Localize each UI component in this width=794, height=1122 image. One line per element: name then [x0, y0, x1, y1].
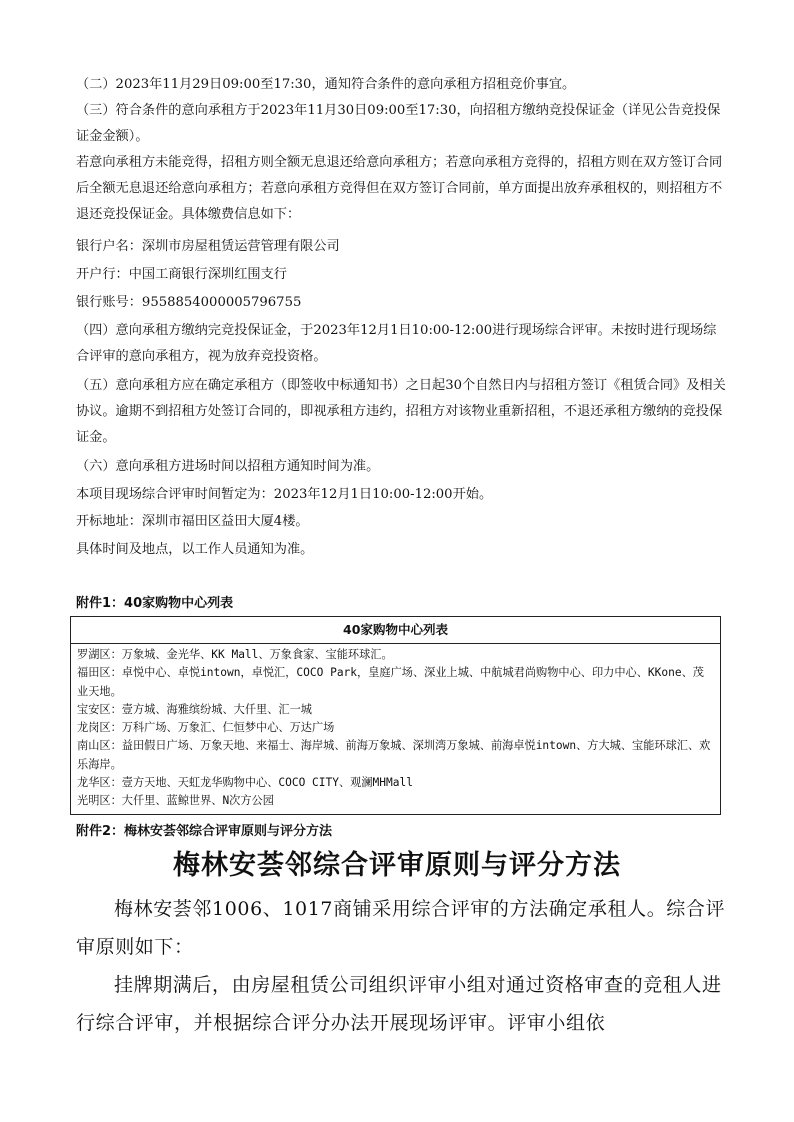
table-header: 40家购物中心列表 [71, 617, 720, 644]
table-row-baoan: 宝安区：壹方城、海雅缤纷城、大仟里、汇一城 [77, 702, 312, 716]
table-row-nanshan: 南山区：益田假日广场、万象天地、来福士、海岸城、前海万象城、深圳湾万象城、前海卓悦intown、方大城、宝能环球汇、欢乐海岸。 [77, 739, 711, 771]
paragraph-notification: 具体时间及地点，以工作人员通知为准。 [76, 542, 314, 557]
shopping-center-table [70, 616, 721, 815]
attachment2-title: 附件2：梅林安荟邻综合评审原则与评分方法 [76, 824, 333, 839]
paragraph-bid-address: 开标地址：深圳市福田区益田大厦4楼。 [76, 514, 309, 529]
bank-branch: 开户行：中国工商银行深圳红围支行 [76, 267, 287, 282]
paragraph-sign-contract: （五）意向承租方应在确定承租方（即签收中标通知书）之日起30个自然日内与招租方签订《租赁合同》及相关协议。逾期不到招租方处签订合同的，即视承租方违约，招租方对该物业重新招租，不退还承租方缴纳的竞投保证金。 [76, 378, 726, 445]
paragraph-notice-bidding: （二）2023年11月29日09:00至17:30，通知符合条件的意向承租方招租竞价事宜。 [76, 77, 576, 92]
paragraph-deposit-refund: 若意向承租方未能竞得，招租方则全额无息退还给意向承租方；若意向承租方竞得的，招租方则在双方签订合同后全额无息退还给意向承租方；若意向承租方竞得但在双方签订合同前，单方面提出放弃承租权的，则招租方不退还竞投保证金。具体缴费信息如下： [76, 155, 723, 222]
table-row-guangming: 光明区：大仟里、蓝鲸世界、N次方公园 [77, 794, 274, 808]
bank-account-name: 银行户名：深圳市房屋租赁运营管理有限公司 [76, 239, 340, 254]
paragraph-review-time: 本项目现场综合评审时间暂定为：2023年12月1日10:00-12:00开始。 [76, 487, 493, 502]
section-heading: 梅林安荟邻综合评审原则与评分方法 [173, 850, 621, 881]
table-body [71, 644, 720, 811]
bank-account-number: 银行账号：9558854000005796755 [76, 295, 302, 310]
table-row-futian: 福田区：卓悦中心、卓悦intown，卓悦汇，COCO Park，皇庭广场、深业上城、中航城君尚购物中心、印力中心、KKone、茂业天地。 [77, 666, 704, 698]
table-row-luohu: 罗湖区：万象城、金光华、KK Mall、万象食家、宝能环球汇。 [77, 648, 393, 661]
paragraph-deposit-payment: （三）符合条件的意向承租方于2023年11月30日09:00至17:30，向招租方缴纳竞投保证金（详见公告竞投保证金金额）。 [76, 103, 721, 144]
table-row-longhua: 龙华区：壹方天地、天虹龙华购物中心、COCO CITY、观澜MHMall [77, 776, 413, 790]
attachment1-title: 附件1：40家购物中心列表 [76, 596, 234, 611]
paragraph-entry-time: （六）意向承租方进场时间以招租方通知时间为准。 [76, 459, 380, 474]
table-row-longgang: 龙岗区：万科广场、万象汇、仁恒梦中心、万达广场 [77, 721, 335, 735]
paragraph-review-process: 挂牌期满后，由房屋租赁公司组织评审小组对通过资格审查的竞租人进行综合评审，并根据综合评分办法开展现场评审。评审小组依 [76, 974, 722, 1034]
paragraph-onsite-review: （四）意向承租方缴纳完竞投保证金，于2023年12月1日10:00-12:00进行现场综合评审。未按时进行现场综合评审的意向承租方，视为放弃竞投资格。 [76, 323, 717, 364]
paragraph-review-method: 梅林安荟邻1006、1017商铺采用综合评审的方法确定承租人。综合评审原则如下： [76, 898, 726, 958]
